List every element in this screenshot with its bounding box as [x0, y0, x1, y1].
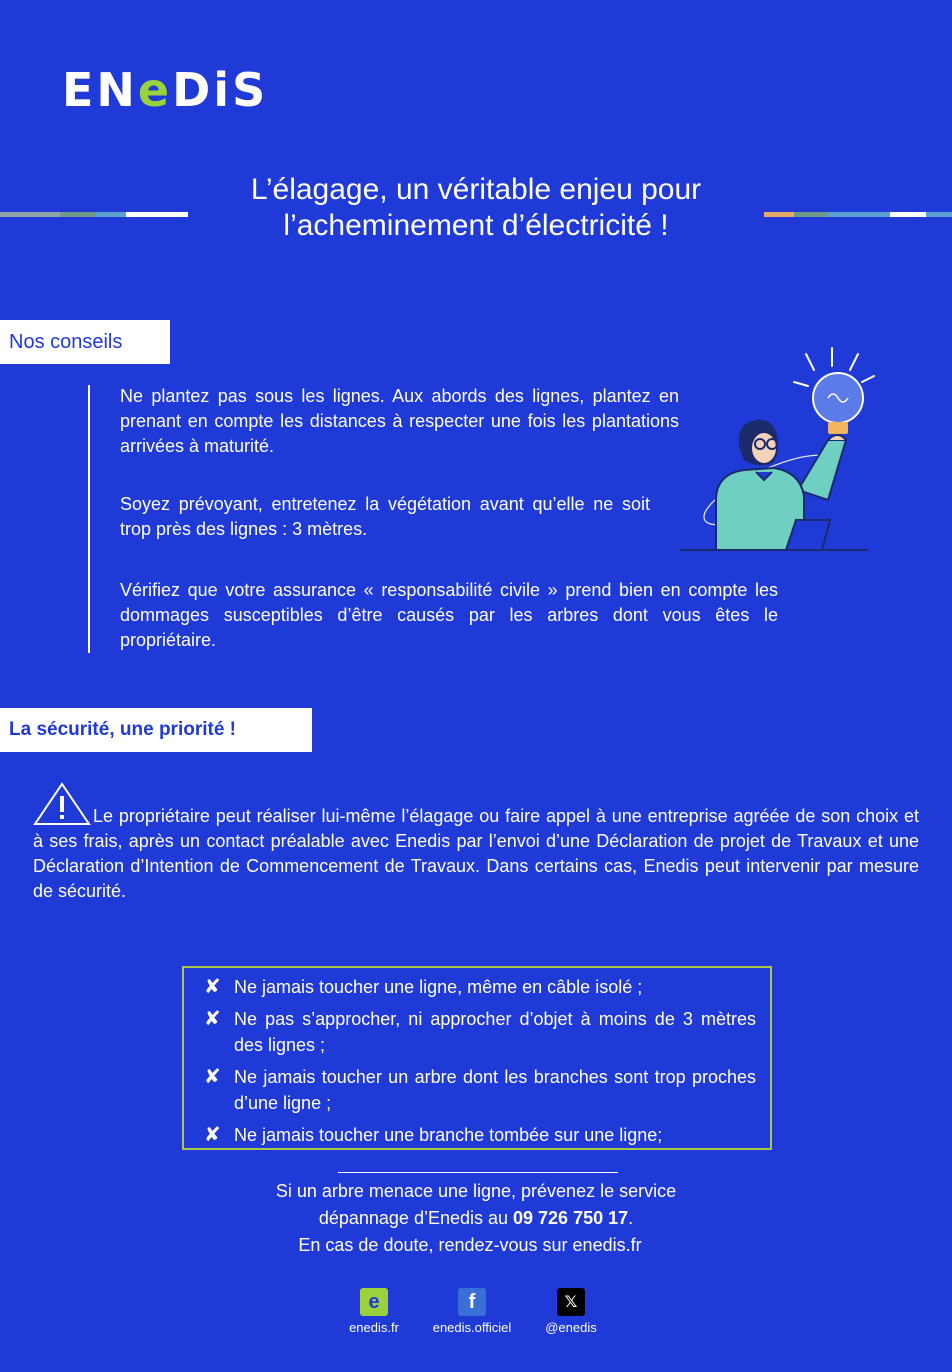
cross-icon: ✘ — [204, 1066, 221, 1088]
footer-line-1: Si un arbre menace une ligne, prévenez le service — [275, 1181, 677, 1201]
cross-icon: ✘ — [204, 1008, 221, 1030]
advice-item-2: Soyez prévoyant, entretenez la végétation avant qu’elle ne soit trop près des lignes : 3 mètres. — [120, 494, 650, 539]
advice-item-3: Vérifiez que votre assurance « responsabilité civile » prend bien en compte les dommages susceptibles d’être causés par les arbres dont vous êtes le propriétaire. — [120, 580, 778, 650]
page-title: L’élagage, un véritable enjeu pour l’acheminement d’électricité ! — [250, 173, 702, 242]
safety-rule: ✘ Ne jamais toucher un arbre dont les branches sont trop proches d’une ligne ; — [204, 1064, 756, 1116]
facebook-icon: f — [458, 1288, 486, 1316]
warning-icon — [33, 782, 91, 826]
cross-icon: ✘ — [204, 976, 221, 998]
footer-divider — [338, 1172, 618, 1173]
enedis-logo: ENeDiS — [62, 63, 269, 117]
decorative-line-left — [0, 212, 188, 217]
footer-line-2: dépannage d’Enedis au 09 726 750 17. — [318, 1208, 634, 1228]
advice-divider — [88, 385, 90, 653]
cross-icon: ✘ — [204, 1124, 221, 1146]
advice-section-label: Nos conseils — [0, 320, 170, 364]
phone-number[interactable]: 09 726 750 17 — [513, 1208, 629, 1228]
social-enedis-site[interactable]: e enedis.fr — [334, 1288, 414, 1335]
safety-paragraph: Le propriétaire peut réaliser lui-même l’élagage ou faire appel à une entreprise agréée de son choix et à ses frais, après un contact préalable avec Enedis par l’envoi d’une Déclaration de projet de Travaux et une Déclaration d’Intention de Commencement de Travaux. Dans certains cas, Enedis peut intervenir par mesure de sécurité. — [33, 782, 919, 904]
safety-rules-box — [182, 966, 772, 1150]
safety-rule: ✘ Ne jamais toucher une branche tombée sur une ligne; — [204, 1124, 663, 1146]
advice-item-1: Ne plantez pas sous les lignes. Aux abords des lignes, plantez en prenant en compte les distances à respecter une fois les plantations arrivées à maturité. — [120, 386, 679, 456]
social-facebook[interactable]: f enedis.officiel — [424, 1288, 520, 1335]
enedis-app-icon: e — [360, 1288, 388, 1316]
footer-line-3: En cas de doute, rendez-vous sur enedis.fr — [298, 1235, 642, 1255]
social-x[interactable]: 𝕏 @enedis — [536, 1288, 606, 1335]
x-icon: 𝕏 — [557, 1288, 585, 1316]
safety-section-label: La sécurité, une priorité ! — [0, 708, 312, 752]
safety-rule: ✘ Ne jamais toucher une ligne, même en câble isolé ; — [204, 976, 643, 998]
safety-rule: ✘ Ne pas s’approcher, ni approcher d’objet à moins de 3 mètres des lignes ; — [204, 1006, 756, 1058]
woman-lightbulb-illustration — [678, 340, 878, 555]
decorative-line-right — [764, 212, 952, 217]
